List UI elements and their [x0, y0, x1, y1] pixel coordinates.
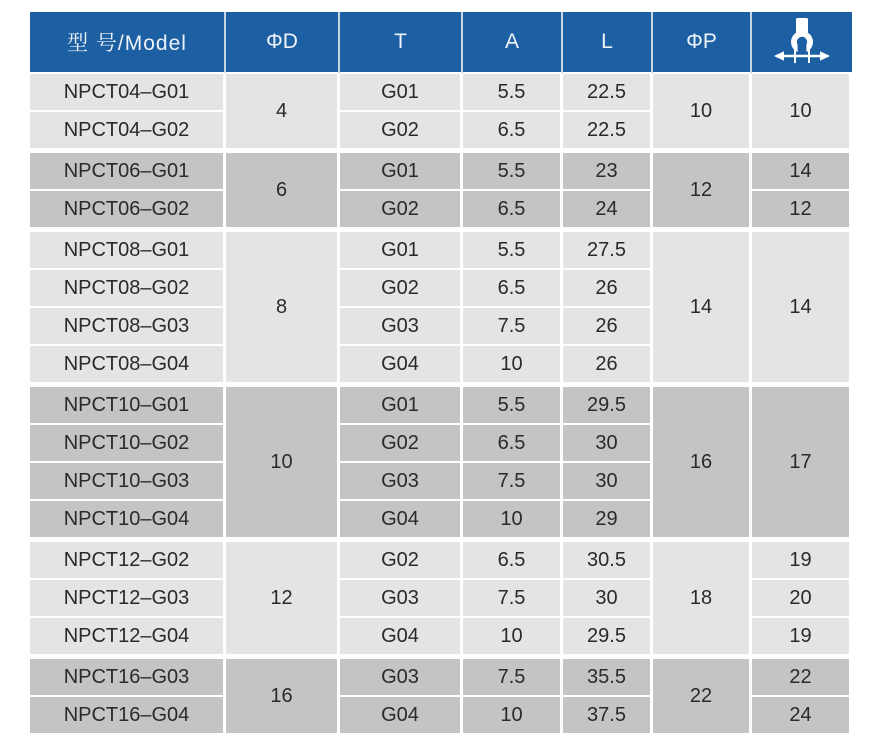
column-header-l: L: [563, 12, 653, 74]
column-header-model: 型 号/Model: [30, 12, 226, 74]
a-dim-cell: 5.5: [463, 387, 563, 425]
port-cell: 10: [653, 74, 752, 150]
thread-cell: G03: [340, 580, 463, 618]
table-row: [30, 387, 852, 425]
port-cell: 16: [653, 387, 752, 539]
l-dim-cell: 22.5: [563, 74, 653, 112]
wrench-size-cell: 24: [752, 697, 852, 735]
l-dim-cell: 35.5: [563, 659, 653, 697]
port-cell: 14: [653, 232, 752, 384]
diameter-cell: 6: [226, 153, 340, 229]
model-cell: NPCT10–G03: [30, 463, 226, 501]
a-dim-cell: 6.5: [463, 425, 563, 463]
port-cell: 12: [653, 153, 752, 229]
model-cell: NPCT06–G01: [30, 153, 226, 191]
l-dim-cell: 29: [563, 501, 653, 539]
thread-cell: G02: [340, 425, 463, 463]
l-dim-cell: 23: [563, 153, 653, 191]
thread-cell: G03: [340, 308, 463, 346]
wrench-size-cell: 19: [752, 618, 852, 656]
l-dim-cell: 29.5: [563, 618, 653, 656]
l-dim-cell: 29.5: [563, 387, 653, 425]
model-group-phid-16: [30, 659, 852, 735]
wrench-size-cell: 14: [752, 153, 852, 191]
thread-cell: G03: [340, 659, 463, 697]
l-dim-cell: 26: [563, 270, 653, 308]
model-cell: NPCT04–G02: [30, 112, 226, 150]
thread-cell: G01: [340, 387, 463, 425]
wrench-size-cell: 12: [752, 191, 852, 229]
l-dim-cell: 27.5: [563, 232, 653, 270]
spec-table: [30, 12, 852, 735]
thread-cell: G02: [340, 191, 463, 229]
port-cell: 22: [653, 659, 752, 735]
model-group-phid-6: [30, 153, 852, 229]
thread-cell: G04: [340, 618, 463, 656]
diameter-cell: 8: [226, 232, 340, 384]
model-group-phid-10: [30, 387, 852, 539]
a-dim-cell: 7.5: [463, 308, 563, 346]
model-cell: NPCT16–G04: [30, 697, 226, 735]
model-cell: NPCT10–G04: [30, 501, 226, 539]
a-dim-cell: 6.5: [463, 270, 563, 308]
wrench-size-cell: 22: [752, 659, 852, 697]
model-group-phid-12: [30, 542, 852, 656]
thread-cell: G03: [340, 463, 463, 501]
a-dim-cell: 10: [463, 501, 563, 539]
l-dim-cell: 30.5: [563, 542, 653, 580]
l-dim-cell: 37.5: [563, 697, 653, 735]
a-dim-cell: 6.5: [463, 542, 563, 580]
model-cell: NPCT08–G01: [30, 232, 226, 270]
l-dim-cell: 30: [563, 580, 653, 618]
column-header-wrench: [752, 12, 852, 74]
a-dim-cell: 7.5: [463, 659, 563, 697]
table-row: [30, 542, 852, 580]
a-dim-cell: 10: [463, 697, 563, 735]
table-row: [30, 74, 852, 112]
a-dim-cell: 5.5: [463, 74, 563, 112]
thread-cell: G02: [340, 112, 463, 150]
model-group-phid-4: [30, 74, 852, 150]
l-dim-cell: 26: [563, 308, 653, 346]
column-header-port: ΦP: [653, 12, 752, 74]
model-cell: NPCT12–G04: [30, 618, 226, 656]
thread-cell: G04: [340, 346, 463, 384]
model-cell: NPCT08–G02: [30, 270, 226, 308]
diameter-cell: 10: [226, 387, 340, 539]
model-cell: NPCT04–G01: [30, 74, 226, 112]
wrench-size-cell: 17: [752, 387, 852, 539]
model-cell: NPCT10–G02: [30, 425, 226, 463]
wrench-size-cell: 20: [752, 580, 852, 618]
table-header-row: [30, 12, 852, 74]
model-cell: NPCT08–G03: [30, 308, 226, 346]
l-dim-cell: 24: [563, 191, 653, 229]
a-dim-cell: 7.5: [463, 580, 563, 618]
diameter-cell: 4: [226, 74, 340, 150]
thread-cell: G02: [340, 542, 463, 580]
wrench-size-cell: 14: [752, 232, 852, 384]
table-row: [30, 659, 852, 697]
thread-cell: G01: [340, 153, 463, 191]
a-dim-cell: 10: [463, 618, 563, 656]
diameter-cell: 12: [226, 542, 340, 656]
thread-cell: G04: [340, 501, 463, 539]
l-dim-cell: 22.5: [563, 112, 653, 150]
wrench-size-cell: 10: [752, 74, 852, 150]
l-dim-cell: 30: [563, 463, 653, 501]
model-cell: NPCT06–G02: [30, 191, 226, 229]
table-row: [30, 232, 852, 270]
a-dim-cell: 10: [463, 346, 563, 384]
thread-cell: G04: [340, 697, 463, 735]
l-dim-cell: 26: [563, 346, 653, 384]
table-row: [30, 153, 852, 191]
a-dim-cell: 7.5: [463, 463, 563, 501]
model-cell: NPCT16–G03: [30, 659, 226, 697]
thread-cell: G01: [340, 74, 463, 112]
a-dim-cell: 6.5: [463, 112, 563, 150]
wrench-size-cell: 19: [752, 542, 852, 580]
l-dim-cell: 30: [563, 425, 653, 463]
wrench-size-icon: [771, 17, 833, 67]
thread-cell: G02: [340, 270, 463, 308]
model-cell: NPCT10–G01: [30, 387, 226, 425]
column-header-thread: T: [340, 12, 463, 74]
model-cell: NPCT08–G04: [30, 346, 226, 384]
a-dim-cell: 6.5: [463, 191, 563, 229]
a-dim-cell: 5.5: [463, 232, 563, 270]
column-header-a: A: [463, 12, 563, 74]
port-cell: 18: [653, 542, 752, 656]
model-cell: NPCT12–G02: [30, 542, 226, 580]
diameter-cell: 16: [226, 659, 340, 735]
column-header-diameter: ΦD: [226, 12, 340, 74]
a-dim-cell: 5.5: [463, 153, 563, 191]
model-cell: NPCT12–G03: [30, 580, 226, 618]
model-group-phid-8: [30, 232, 852, 384]
thread-cell: G01: [340, 232, 463, 270]
